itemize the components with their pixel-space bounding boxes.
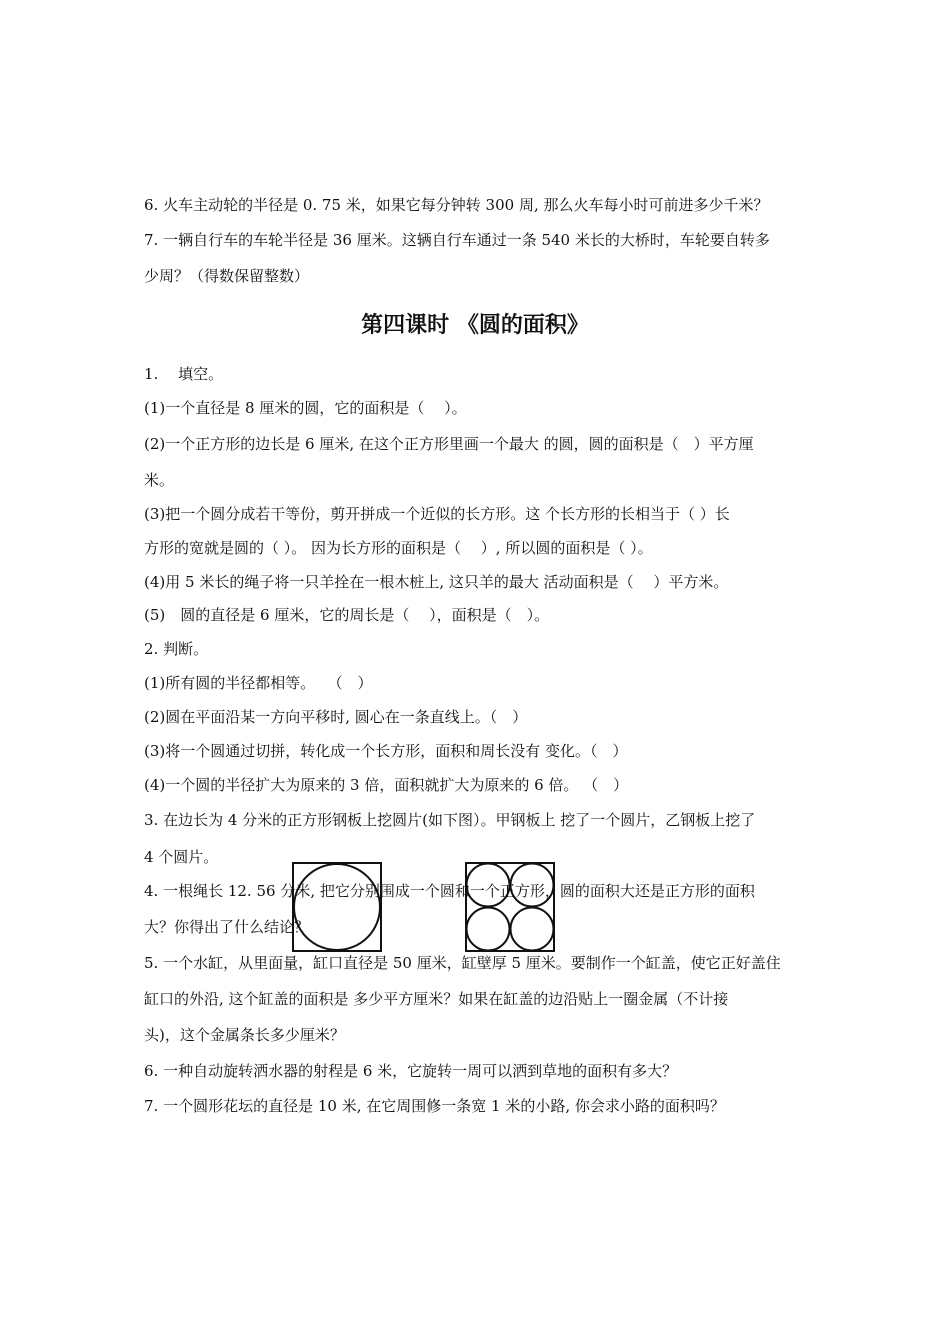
judge-q2: (2)圆在平面沿某一方向平移时, 圆心在一条直线上。（ ） — [144, 708, 528, 726]
judge-heading: 2. 判断。 — [144, 640, 209, 658]
problem-5-line2: 缸口的外沿, 这个缸盖的面积是 多少平方厘米？如果在缸盖的边沿贴上一圈金属（不计接 — [144, 990, 729, 1008]
lesson-title: 第四课时 《圆的面积》 — [361, 313, 589, 338]
problem-5-line3: 头)，这个金属条长多少厘米？ — [144, 1026, 345, 1044]
problem-6: 6. 一种自动旋转洒水器的射程是 6 米，它旋转一周可以洒到草地的面积有多大？ — [144, 1062, 678, 1080]
problem-3-line2: 4 个圆片。 — [144, 848, 219, 866]
judge-q1: (1)所有圆的半径都相等。 （ ） — [144, 674, 373, 692]
plate-circle-top-right — [511, 864, 554, 907]
problem-4-line2: 大？你得出了什么结论？ — [144, 918, 310, 936]
plate-square — [466, 863, 554, 951]
judge-q4: (4)一个圆的半径扩大为原来的 3 倍，面积就扩大为原来的 6 倍。 （ ） — [144, 776, 629, 794]
figure-steel-plate-one-circle — [292, 862, 382, 952]
problem-5-line1: 5. 一个水缸，从里面量，缸口直径是 50 厘米，缸壁厚 5 厘米。要制作一个缸盖，使它正好盖住 — [144, 954, 781, 972]
problem-7-prev-line1: 7. 一辆自行车的车轮半径是 36 厘米。这辆自行车通过一条 540 米长的大桥时，车轮要自转多 — [144, 231, 770, 249]
plate-circle-bottom-left — [467, 908, 510, 951]
plate-circle-top-left — [467, 864, 510, 907]
fill-blank-heading: 1. 填空。 — [144, 365, 224, 383]
fill-blank-q3-line1: (3)把一个圆分成若干等份，剪开拼成一个近似的长方形。这 个长方形的长相当于（ ）长 — [144, 505, 730, 523]
problem-7-prev-line2: 少周？（得数保留整数） — [144, 267, 310, 285]
problem-7: 7. 一个圆形花坛的直径是 10 米, 在它周围修一条宽 1 米的小路, 你会求小路的面积吗？ — [144, 1097, 725, 1115]
fill-blank-q2-line1: (2)一个正方形的边长是 6 厘米, 在这个正方形里画一个最大 的圆，圆的面积是（ ）平方厘 — [144, 435, 754, 453]
problem-6-prev: 6. 火车主动轮的半径是 0. 75 米，如果它每分钟转 300 周, 那么火车每小时可前进多少千米？ — [144, 196, 769, 214]
figure-steel-plate-four-circles — [465, 862, 555, 952]
problem-3-line1: 3. 在边长为 4 分米的正方形钢板上挖圆片(如下图）。甲钢板上 挖了一个圆片，乙钢板上挖了 — [144, 811, 756, 829]
plate-circle — [294, 864, 380, 950]
problem-4-line1: 4. 一根绳长 12. 56 分米, 把它分别围成一个圆和一个正方形，圆的面积大还是正方形的面积 — [144, 882, 755, 900]
plate-circle-bottom-right — [511, 908, 554, 951]
fill-blank-q5: (5) 圆的直径是 6 厘米，它的周长是（ ），面积是（ ）。 — [144, 606, 550, 624]
judge-q3: (3)将一个圆通过切拼，转化成一个长方形，面积和周长没有 变化。（ ） — [144, 742, 628, 760]
fill-blank-q2-line2: 米。 — [144, 471, 175, 489]
fill-blank-q4: (4)用 5 米长的绳子将一只羊拴在一根木桩上, 这只羊的最大 活动面积是（ ）平方米。 — [144, 573, 729, 591]
fill-blank-q1: (1)一个直径是 8 厘米的圆，它的面积是（ ）。 — [144, 399, 467, 417]
fill-blank-q3-line2: 方形的宽就是圆的（ ）。 因为长方形的面积是（ ）, 所以圆的面积是（ ）。 — [144, 539, 653, 557]
